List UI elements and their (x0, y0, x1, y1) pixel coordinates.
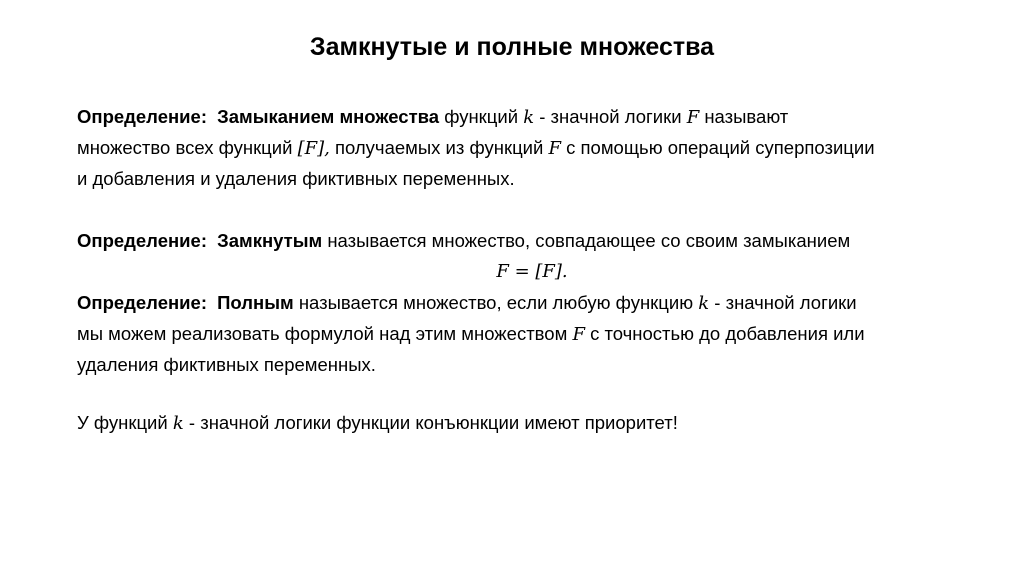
complete-definition-line-1 (77, 288, 1007, 319)
closed-definition (77, 226, 1007, 287)
math-closure-F: [F], (297, 138, 330, 159)
text-segment: с точностью до добавления или (584, 323, 865, 344)
math-equals: = (508, 261, 536, 282)
term-closure: Замыканием множества (217, 106, 440, 127)
slide-title: Замкнутые и полные множества (309, 33, 715, 61)
math-F: F (548, 138, 561, 159)
definition-label: Определение: (77, 230, 207, 251)
text-segment: с помощью операций суперпозиции (560, 137, 875, 158)
complete-definition-line-3: удаления фиктивных переменных. (77, 354, 376, 375)
text-segment: называется множество, если любую функцию (293, 292, 699, 313)
priority-note-line (77, 408, 1007, 439)
closure-definition-line-2 (77, 133, 1007, 164)
text-segment: - значной логики функции конъюнкции имеют приоритет! (183, 412, 678, 433)
term-complete: Полным (217, 292, 294, 313)
closure-definition-line-1 (77, 102, 1007, 133)
complete-definition (77, 288, 1007, 380)
text-segment: получаемых из функций (329, 137, 549, 158)
math-closure-F: [F]. (535, 261, 568, 282)
math-k: k (172, 413, 184, 434)
math-F: F (496, 261, 509, 282)
closure-definition (77, 102, 1007, 194)
closed-formula (77, 256, 1007, 287)
text-segment: У функций (77, 412, 173, 433)
text-segment: - значной логики (709, 292, 857, 313)
closed-definition-line-1 (77, 226, 1007, 256)
closure-definition-line-3: и добавления и удаления фиктивных переменных. (77, 168, 515, 189)
math-F: F (686, 107, 700, 128)
text-segment: функций (439, 106, 524, 127)
definition-label: Определение: (77, 292, 207, 313)
math-F: F (572, 324, 585, 345)
text-segment: называется множество, совпадающее со своим замыканием (322, 230, 851, 251)
priority-note (77, 408, 1007, 439)
math-k: k (698, 293, 710, 314)
definition-label: Определение: (77, 106, 207, 127)
term-closed: Замкнутым (217, 230, 323, 251)
text-segment: множество всех функций (77, 137, 298, 158)
math-k: k (523, 107, 535, 128)
text-segment: мы можем реализовать формулой над этим множеством (77, 323, 573, 344)
text-segment: - значной логики (534, 106, 687, 127)
complete-definition-line-2 (77, 319, 1007, 350)
text-segment: называют (699, 106, 789, 127)
